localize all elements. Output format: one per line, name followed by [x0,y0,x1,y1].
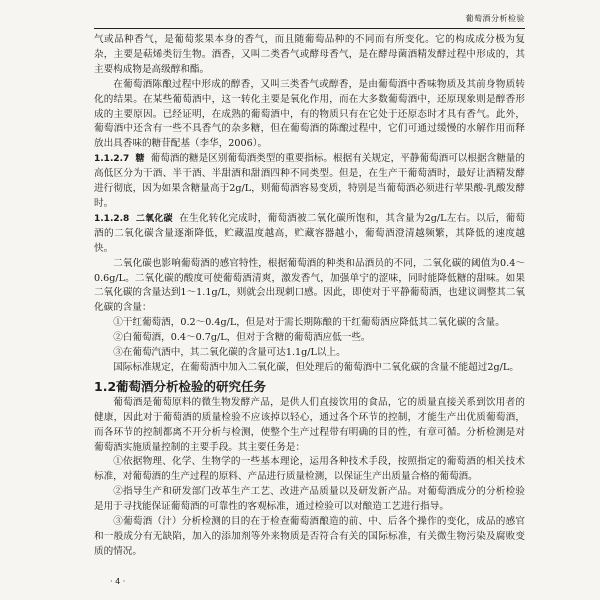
running-header: 葡萄酒分析检验 [465,14,525,23]
subsection-text: 在生化转化完成时，葡萄酒被二氧化碳所饱和，其含量为2g/L左右。以后，葡萄酒的二氧化碳含量逐渐降低，贮藏温度越高，贮藏容器越小，葡萄酒澄清越频繁，其降低的速度越快。 [94,212,525,254]
subsection-co2 [94,212,525,257]
section-number: 1.2 [94,378,117,394]
subsection-number: 1.1.2.8 [94,213,130,224]
subsection-text: 葡萄酒的糖是区别葡萄酒类型的重要指标。根据有关规定，平静葡萄酒可以根据含糖量的高低区分为干酒、半干酒、半甜酒和甜酒四种不同类型。但是，在生产干葡萄酒时，最好让酒精发酵进行彻底，因为如果含糖量高于2g/L，则葡萄酒容易变质，特别是当葡萄酒必须进行苹果酸-乳酸发酵时。 [94,153,525,209]
paragraph: 气或品种香气，是葡萄浆果本身的香气，而且随葡萄品种的不同而有所变化。它的构成成分极为复杂，主要是萜烯类衍生物。酒香，又叫二类香气或酵母香气，是在酵母菌酒精发酵过程中形成的，其主要构成物是高级醇和酯。 [94,34,525,75]
paragraph: 在葡萄酒陈酿过程中形成的醇香，又叫三类香气或醇香，是由葡萄酒中香味物质及其前身物质转化的结果。在某些葡萄酒中，这一转化主要是氧化作用，而在大多数葡萄酒中，还原现象则是醇香形成的主要原因。已经证明，在成熟的葡萄酒中，有的物质只有在它处于还原态时才具有香气。此外，葡萄酒中还含有一些不具香气的杂多糖，但在葡萄酒的陈酿过程中，它们可通过缓慢的水解作用而释放出具香味的糖苷配基（李华，2006）。 [94,78,525,150]
list-item: ①依据物理、化学、生物学的一些基本理论，运用各种技术手段，按照指定的葡萄酒的相关技术标准，对葡萄酒的生产过程的原料、产品进行质量检测，以保证生产出质量合格的葡萄酒。 [94,456,525,483]
subsection-number: 1.1.2.7 [94,154,130,165]
page-number: · 4 · [110,577,126,586]
header-rule [94,28,525,29]
subsection-title: 二氧化碳 [135,213,173,224]
paragraph: 国际标准规定，在葡萄酒中加入二氧化碳，但处理后的葡萄酒中二氧化碳的含量不能超过2g/L。 [113,361,519,373]
paragraph: 二氧化碳也影响葡萄酒的感官特性，根据葡萄酒的种类和品酒员的不同，二氧化碳的阈值为0.4～0.6g/L。二氧化碳的酸度可使葡萄酒清爽，激发香气，加强单宁的涩味，同时能降低糖的甜味。如果二氧化碳的含量达到1～1.1g/L，则就会出现刺口感。因此，即使对于平静葡萄酒，也建议调整其二氧化碳的含量： [94,257,525,314]
list-item: ②指导生产和研发部门改革生产工艺、改进产品质量以及研发新产品。对葡萄酒成分的分析检验是用于寻找能保证葡萄酒的可靠性的客观标准，通过检验可以对酿造工艺进行指导。 [94,486,525,513]
paragraph: 葡萄酒是葡萄原料的微生物发酵产品，是供人们直接饮用的食品，它的质量直接关系到饮用者的健康，因此对于葡萄酒的质量检验不应该掉以轻心，通过各个环节的控制，才能生产出优质葡萄酒，而各环节的控制都离不开分析与检测，使整个生产过程带有明确的目的性，有章可循。分析检测是对葡萄酒实施质量控制的主要手段。其主要任务是： [94,396,525,453]
section-title: 葡萄酒分析检验的研究任务 [116,378,267,394]
subsection-title: 糖 [135,154,145,165]
subsection-sugar [94,152,525,212]
section-heading [94,378,525,396]
list-item: ③在葡萄汽酒中，其二氧化碳的含量可达1.1g/L以上。 [113,347,346,359]
list-item: ③葡萄酒（汁）分析检测的目的在于检查葡萄酒酿造的前、中、后各个操作的变化，成品的感官和一般成分有无缺陷，加入的添加剂等外来物质是否符合有关的国际标准，有关微生物污染及腐败变质的情况。 [94,516,525,557]
page-body [94,33,525,560]
list-item: ②白葡萄酒，0.4～0.7g/L，但对于含糖的葡萄酒应低一些。 [113,332,371,344]
list-item: ①干红葡萄酒，0.2～0.4g/L，但是对于需长期陈酿的干红葡萄酒应降低其二氧化碳的含量。 [113,317,505,329]
